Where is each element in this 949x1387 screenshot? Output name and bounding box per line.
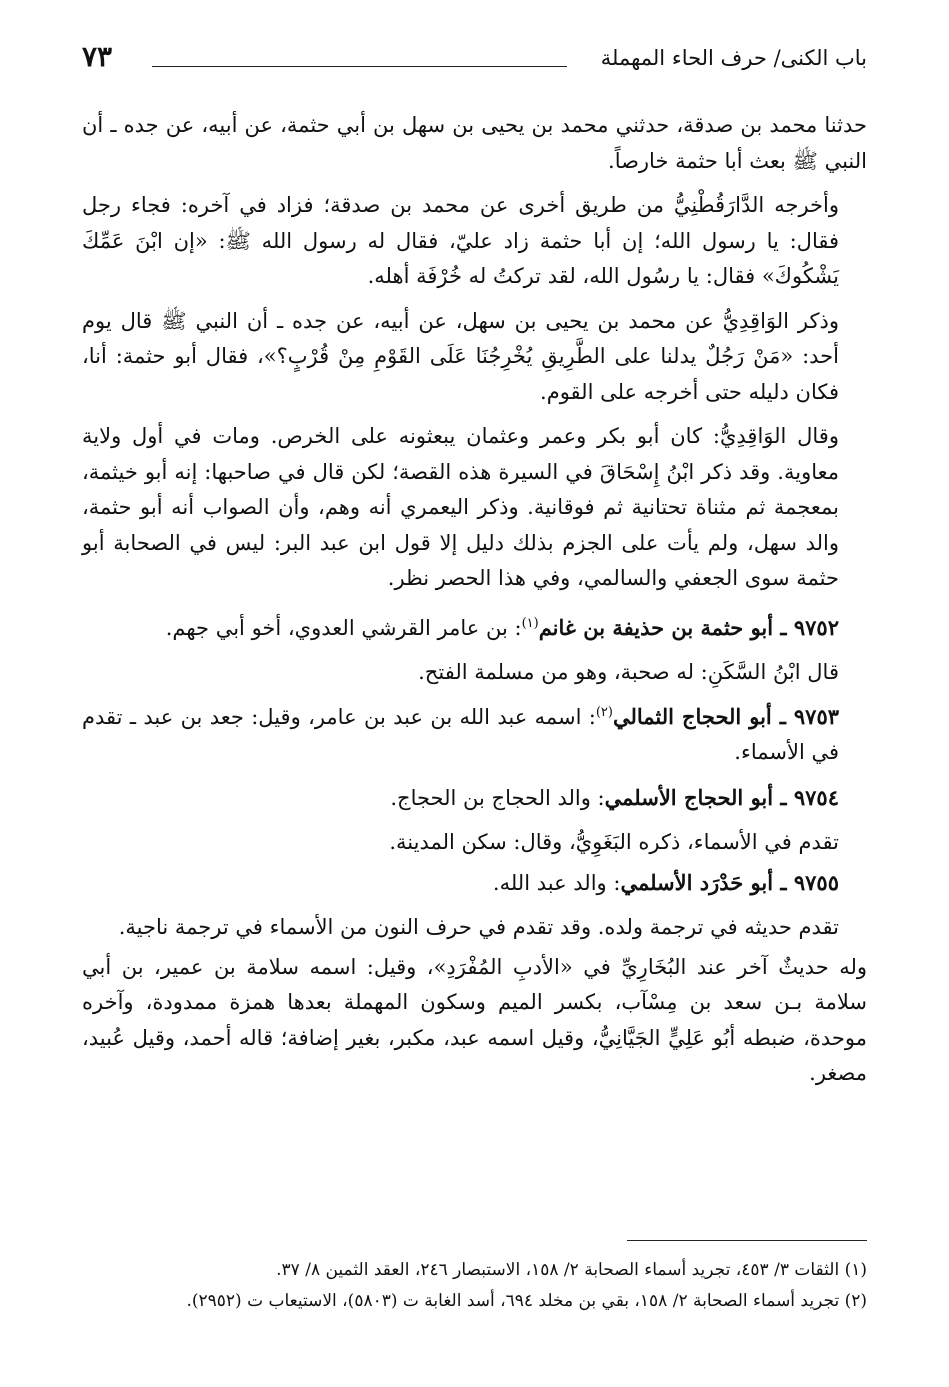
paragraph-1: حدثنا محمد بن صدقة، حدثني محمد بن يحيى بن سهل بن أبي حثمة، عن أبيه، عن جده ـ أن النبي ﷺ بعث أبا حثمة خارصاً. <box>82 113 867 173</box>
paragraph-3: وذكر الوَاقِدِيُّ عن محمد بن يحيى بن سهل، عن أبيه، عن جده ـ أن النبي ﷺ قال يوم أحد: «مَنْ رَجُلٌ يدلنا على الطَّرِيقِ يُخْرِجُنَا عَلَى القَوْمِ مِنْ قُرْبٍ؟»، فقال أبو حثمة: أنا، فكان دليله حتى أخرجه على القوم. <box>82 308 839 404</box>
page-header <box>82 40 867 88</box>
entry-9752 <box>82 606 867 647</box>
footnote-rule <box>627 1240 867 1241</box>
footnote-ref[interactable]: (١) <box>521 615 539 631</box>
paragraph-4: وقال الوَاقِدِيُّ: كان أبو بكر وعمر وعثمان يبعثونه على الخرص. ومات في أول ولاية معاوية. وقد ذكر ابْنُ إِسْحَاقَ في السيرة هذه القصة؛ لكن قال في صاحبها: إنه أبو خيثمة، بمعجمة ثم مثناة تحتانية ثم فوقانية. وذكر اليعمري أنه وهم، وأن الصواب أنه أبو حثمة، والد سهل، ولم يأت على الجزم بذلك دليل إلا قول ابن عبد البر: ليس في الصحابة أبو حثمة سوى الجعفي والسالمي، وفي هذا الحصر نظر. <box>82 424 839 590</box>
entry-subtext: تقدم حديثه في ترجمة ولده. وقد تقدم في حرف النون من الأسماء في ترجمة ناجية. <box>118 915 839 939</box>
entry-heading: ٩٧٥٤ ـ أبو الحجاج الأسلمي <box>604 784 839 810</box>
entry-9754 <box>82 780 867 817</box>
page-body <box>82 108 867 1101</box>
entry-subtext: قال ابْنُ السَّكَنِ: له صحبة، وهو من مسلمة الفتح. <box>418 660 839 684</box>
footnote-2: (٢) تجريد أسماء الصحابة ٢/ ١٥٨، بقي بن مخلد ٦٩٤، أسد الغابة ت (٥٨٠٣)، الاستيعاب ت (٢٩٥٢). <box>186 1291 867 1311</box>
entry-text: : والد الحجاج بن الحجاج. <box>390 785 605 810</box>
entry-9755 <box>82 865 867 902</box>
entry-text: : بن عامر القرشي العدوي، أخو أبي جهم. <box>165 615 522 640</box>
entry-text: : اسمه عبد الله بن عبد بن عامر، وقيل: جعد بن عبد ـ تقدم في الأسماء. <box>82 704 839 764</box>
footnotes <box>82 1255 867 1317</box>
entry-text: : والد عبد الله. <box>492 870 621 895</box>
header-rule <box>152 66 567 67</box>
footnote-ref[interactable]: (٢) <box>595 704 613 720</box>
paragraph-2: وأخرجه الدَّارَقُطْنِيُّ من طريق أخرى عن محمد بن صدقة؛ فزاد في آخره: فجاء رجل فقال: يا رسول الله؛ إن أبا حثمة زاد عليّ، فقال له رسول الله ﷺ: «إن ابْنَ عَمِّكَ يَشْكُوكَ» فقال: يا رسُول الله، لقد تركتُ له خُرْفَة أهله. <box>82 193 839 288</box>
footnote-1: (١) الثقات ٣/ ٤٥٣، تجريد أسماء الصحابة ٢/ ١٥٨، الاستبصار ٢٤٦، العقد الثمين ٨/ ٣٧. <box>276 1260 867 1280</box>
entry-subtext: تقدم في الأسماء، ذكره البَغَوِيُّ، وقال: سكن المدينة. <box>389 830 839 854</box>
entry-9753 <box>82 695 867 771</box>
page-number: ٧٣ <box>82 40 113 73</box>
entry-heading: ٩٧٥٣ ـ أبو الحجاج الثمالي <box>612 703 840 729</box>
entry-heading: ٩٧٥٢ ـ أبو حثمة بن حذيفة بن غانم <box>538 614 839 640</box>
closing-paragraph: وله حديثٌ آخر عند البُخَارِيِّ في «الأدبِ المُفْرَدِ»، وقيل: اسمه سلامة بن عمير، بن أبي سلامة بـن سعد بن مِسْآب، بكسر الميم وسكون المهملة بعدها همزة ممدودة، وآخره موحدة، ضبطه أبُو عَلِيٍّ الجَيَّانِيُّ، وقيل اسمه عبد، مكبر، بغير إضافة؛ قاله أحمد، وقيل عُبيد، مصغر. <box>82 954 867 1085</box>
running-head: باب الكنى/ حرف الحاء المهملة <box>600 46 867 70</box>
entry-heading: ٩٧٥٥ ـ أبو حَدْرَد الأسلمي <box>620 869 839 895</box>
